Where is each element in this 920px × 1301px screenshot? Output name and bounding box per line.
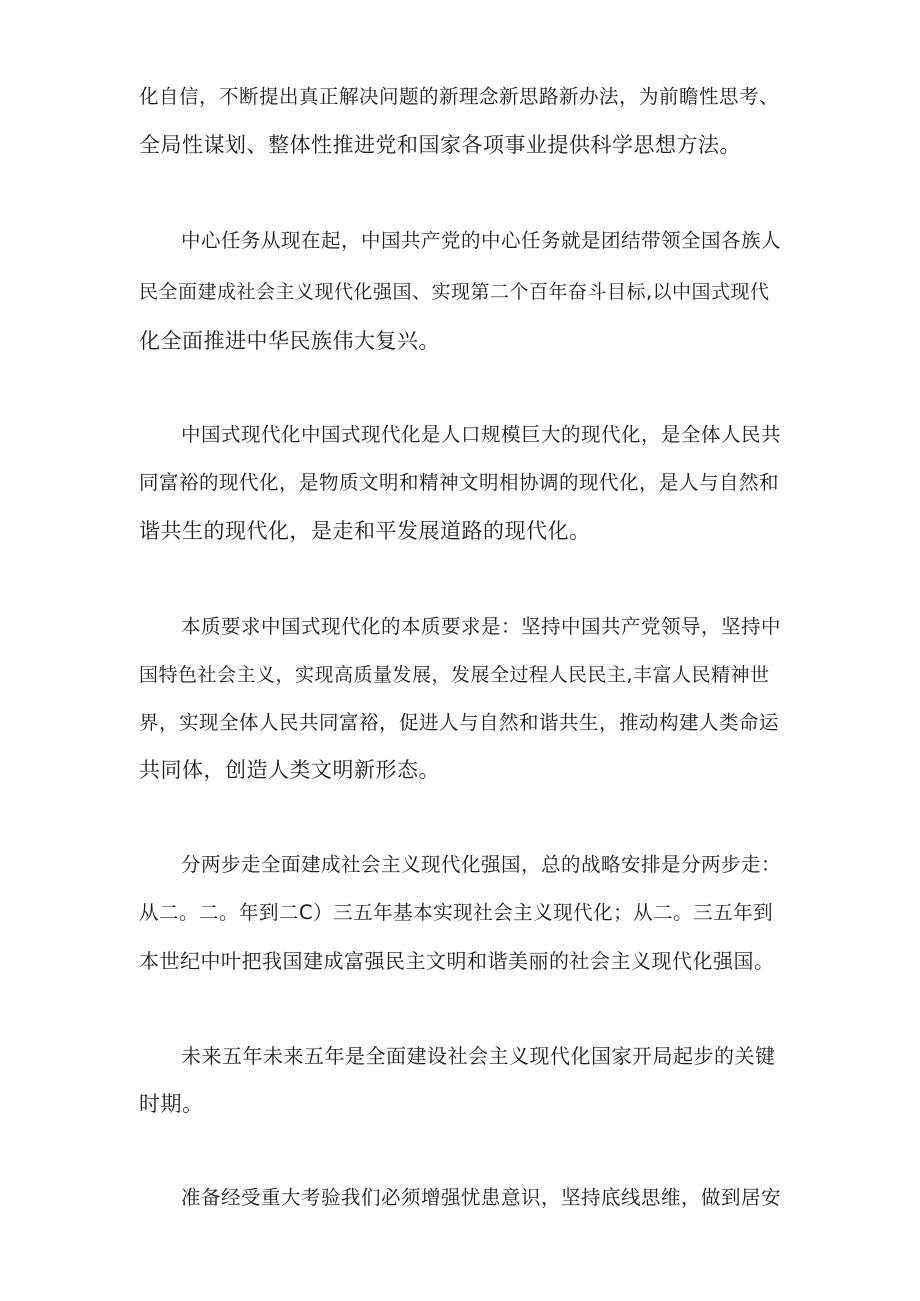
text-line: 同富裕的现代化，是物质文明和精神文明相协调的现代化，是人与自然和 <box>139 471 780 494</box>
text-line: 中心任务从现在起，中国共产党的中心任务就是团结带领全国各族人 <box>181 229 782 252</box>
text-line: 化全面推进中华民族伟大复兴。 <box>139 329 440 353</box>
text-line: 未来五年未来五年是全面建设社会主义现代化国家开局起步的关键 <box>181 1044 776 1068</box>
text-line: 共同体，创造人类文明新形态。 <box>139 758 440 782</box>
text-line: 时期。 <box>139 1092 204 1116</box>
text-line: 化自信，不断提出真正解决问题的新理念新思路新办法，为前瞻性思考、 <box>139 85 780 108</box>
text-line: 国特色社会主义，实现高质量发展，发展全过程人民民主,丰富人民精神世 <box>139 664 770 686</box>
text-line: 民全面建成社会主义现代化强国、实现第二个百年奋斗目标,以中国式现代 <box>139 281 770 303</box>
text-line: 中国式现代化中国式现代化是人口规模巨大的现代化，是全体人民共 <box>181 423 782 446</box>
text-line: 分两步走全面建成社会主义现代化强国，总的战略安排是分两步走： <box>181 853 782 876</box>
text-line: 本世纪中叶把我国建成富强民主文明和谐美丽的社会主义现代化强国。 <box>139 949 775 973</box>
text-line: 谐共生的现代化，是走和平发展道路的现代化。 <box>139 519 591 543</box>
text-line: 界，实现全体人民共同富裕，促进人与自然和谐共生，推动构建人类命运 <box>139 711 780 734</box>
text-line: 从二。二。年到二C）三五年基本实现社会主义现代化；从二。三五年到 <box>139 901 774 924</box>
text-line: 全局性谋划、整体性推进党和国家各项事业提供科学思想方法。 <box>139 133 741 157</box>
text-line: 准备经受重大考验我们必须增强忧患意识，坚持底线思维，做到居安 <box>181 1186 782 1209</box>
text-line: 本质要求中国式现代化的本质要求是：坚持中国共产党领导，坚持中 <box>181 615 782 638</box>
